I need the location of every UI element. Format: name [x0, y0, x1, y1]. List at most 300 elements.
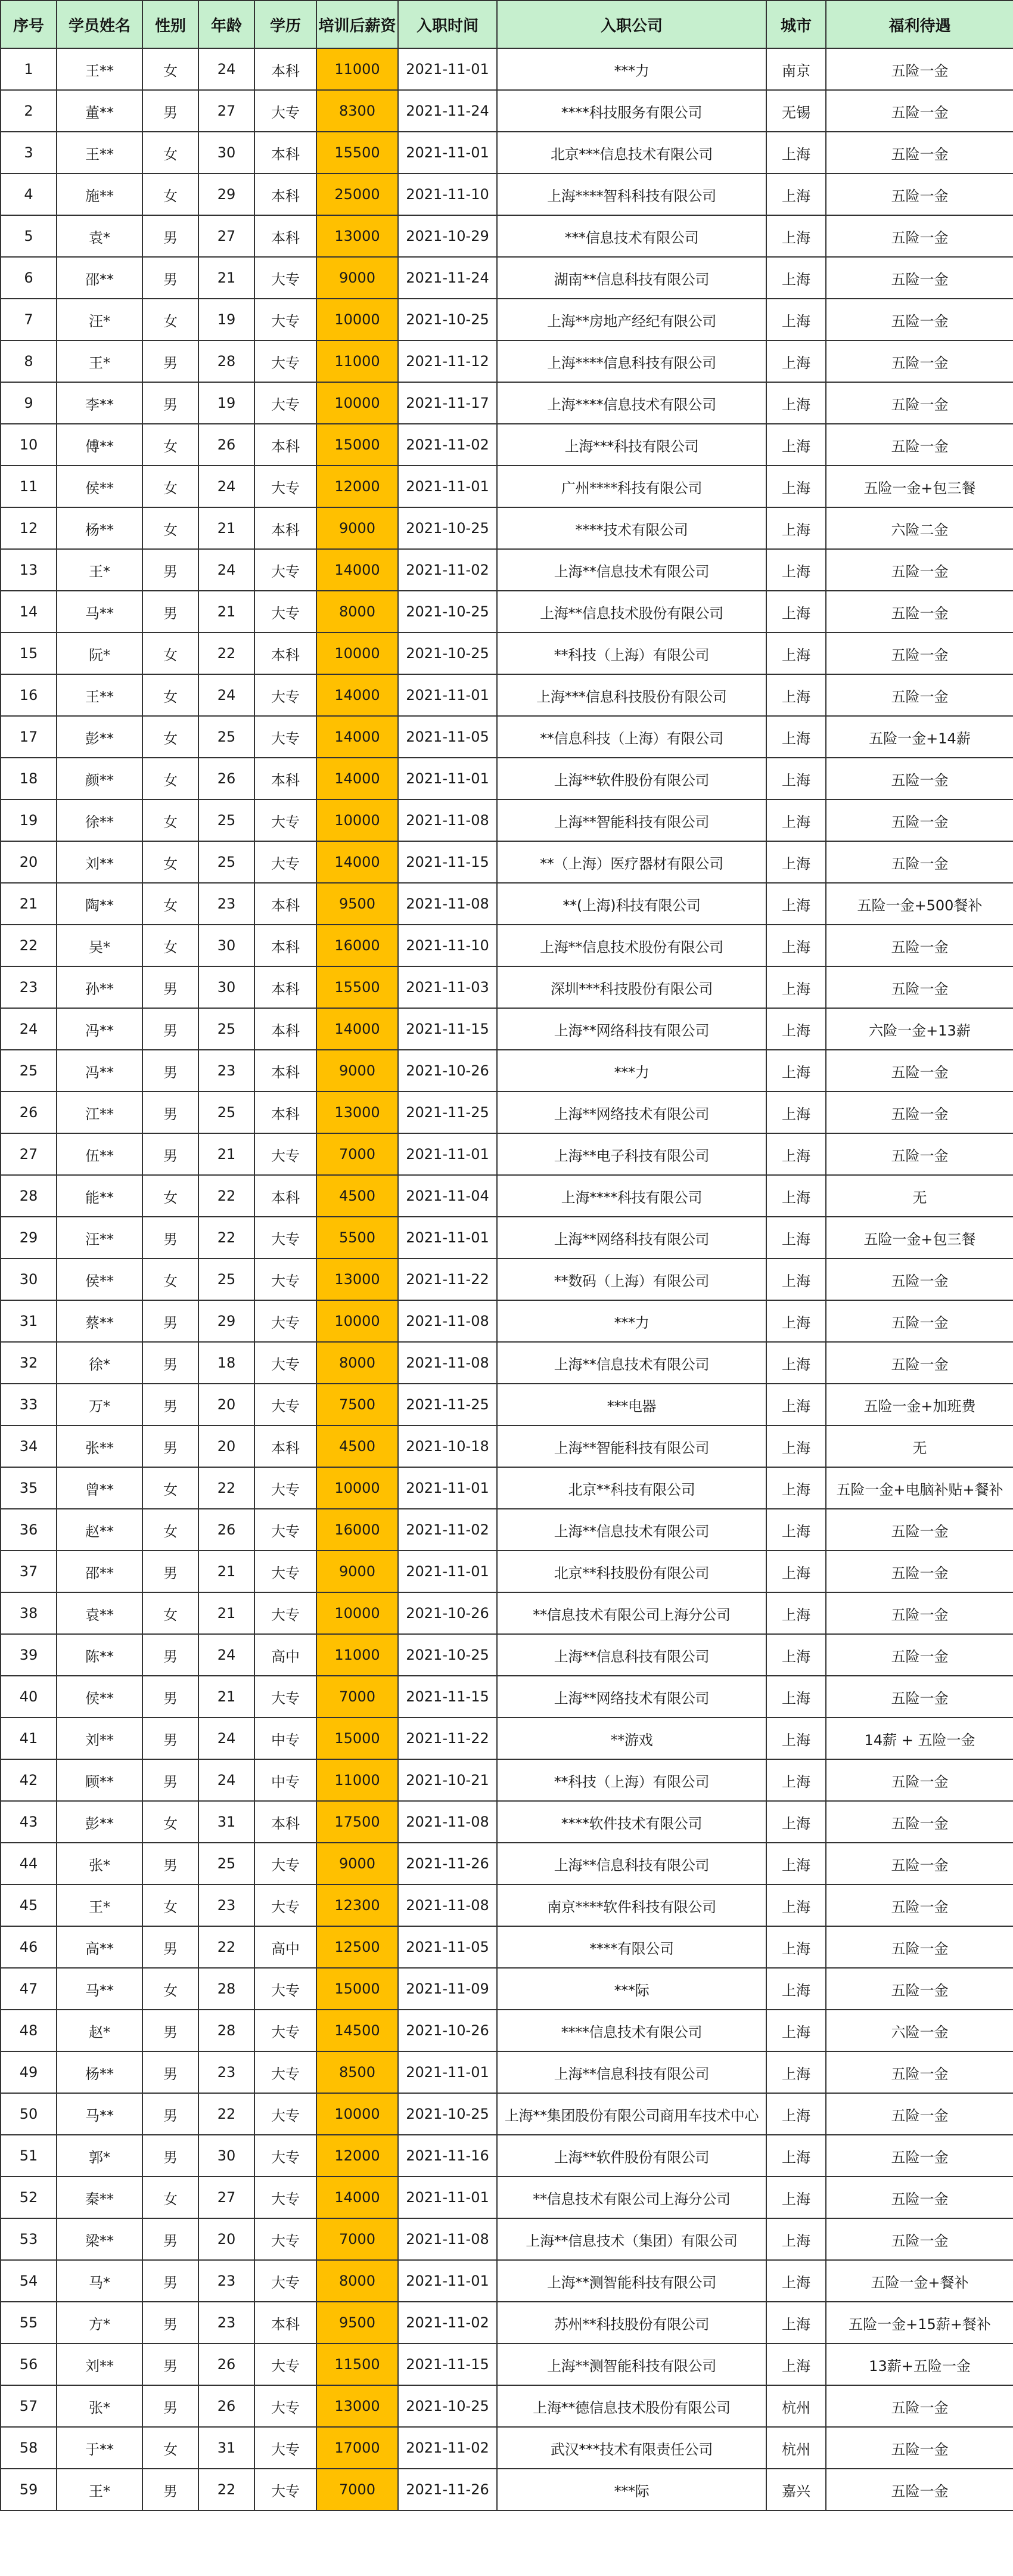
cell-benefits: 五险一金	[826, 799, 1013, 841]
cell-gender: 女	[142, 299, 198, 340]
header-gender: 性别	[142, 1, 198, 48]
cell-gender: 女	[142, 1592, 198, 1634]
table-row	[1, 340, 1013, 382]
cell-city: 上海	[766, 507, 826, 549]
cell-education: 大专	[254, 2385, 316, 2427]
cell-name: 王**	[57, 48, 142, 90]
cell-name: 彭**	[57, 716, 142, 758]
cell-hire-date: 2021-11-09	[398, 1968, 497, 2010]
cell-age: 26	[198, 1509, 254, 1551]
cell-salary: 11500	[316, 2343, 398, 2385]
cell-education: 大专	[254, 2260, 316, 2302]
cell-age: 26	[198, 2343, 254, 2385]
cell-name: 江**	[57, 1092, 142, 1133]
cell-benefits: 五险一金	[826, 132, 1013, 173]
header-company: 入职公司	[497, 1, 766, 48]
cell-age: 27	[198, 215, 254, 257]
cell-hire-date: 2021-10-25	[398, 633, 497, 674]
cell-city: 上海	[766, 2343, 826, 2385]
cell-company: **信息技术有限公司上海分公司	[497, 2177, 766, 2218]
cell-hire-date: 2021-10-25	[398, 591, 497, 633]
cell-salary: 13000	[316, 1258, 398, 1300]
cell-hire-date: 2021-11-01	[398, 758, 497, 799]
cell-education: 大专	[254, 299, 316, 340]
cell-company: 上海**测智能科技有限公司	[497, 2260, 766, 2302]
table-row	[1, 2218, 1013, 2260]
table-row	[1, 132, 1013, 173]
cell-benefits: 五险一金	[826, 173, 1013, 215]
cell-age: 21	[198, 1133, 254, 1175]
cell-name: 徐**	[57, 799, 142, 841]
cell-education: 大专	[254, 1258, 316, 1300]
header-city: 城市	[766, 1, 826, 48]
cell-hire-date: 2021-11-02	[398, 2302, 497, 2343]
table-row	[1, 1258, 1013, 1300]
cell-name: 陶**	[57, 883, 142, 925]
cell-gender: 男	[142, 966, 198, 1008]
cell-salary: 10000	[316, 382, 398, 424]
cell-benefits: 五险一金	[826, 382, 1013, 424]
cell-age: 20	[198, 2218, 254, 2260]
cell-company: **数码（上海）有限公司	[497, 1258, 766, 1300]
cell-index: 8	[1, 340, 57, 382]
cell-gender: 男	[142, 2302, 198, 2343]
cell-city: 上海	[766, 2093, 826, 2135]
cell-index: 33	[1, 1384, 57, 1425]
cell-index: 54	[1, 2260, 57, 2302]
cell-index: 20	[1, 841, 57, 883]
cell-education: 大专	[254, 2469, 316, 2510]
cell-company: 上海**智能科技有限公司	[497, 1425, 766, 1467]
cell-hire-date: 2021-10-25	[398, 299, 497, 340]
cell-benefits: 五险一金	[826, 2177, 1013, 2218]
cell-index: 24	[1, 1008, 57, 1050]
cell-age: 30	[198, 2135, 254, 2177]
cell-education: 高中	[254, 1634, 316, 1676]
cell-gender: 男	[142, 2469, 198, 2510]
cell-education: 中专	[254, 1759, 316, 1801]
cell-city: 上海	[766, 1092, 826, 1133]
cell-name: 阮*	[57, 633, 142, 674]
cell-benefits: 五险一金	[826, 1050, 1013, 1092]
cell-age: 26	[198, 424, 254, 466]
cell-company: 广州****科技有限公司	[497, 466, 766, 507]
cell-education: 大专	[254, 2051, 316, 2093]
cell-index: 59	[1, 2469, 57, 2510]
cell-hire-date: 2021-11-15	[398, 1676, 497, 1718]
table-row	[1, 841, 1013, 883]
cell-hire-date: 2021-11-08	[398, 1884, 497, 1926]
table-row	[1, 1968, 1013, 2010]
cell-index: 18	[1, 758, 57, 799]
cell-benefits: 五险一金	[826, 674, 1013, 716]
cell-gender: 男	[142, 90, 198, 132]
cell-city: 上海	[766, 257, 826, 299]
cell-city: 上海	[766, 1300, 826, 1342]
cell-company: 上海****科技有限公司	[497, 1175, 766, 1217]
cell-company: **科技（上海）有限公司	[497, 1759, 766, 1801]
cell-benefits: 五险一金	[826, 758, 1013, 799]
cell-company: 上海**信息科技有限公司	[497, 2051, 766, 2093]
cell-salary: 14000	[316, 758, 398, 799]
cell-company: **游戏	[497, 1718, 766, 1759]
cell-hire-date: 2021-11-17	[398, 382, 497, 424]
cell-salary: 10000	[316, 299, 398, 340]
cell-name: 郭*	[57, 2135, 142, 2177]
cell-age: 29	[198, 173, 254, 215]
cell-hire-date: 2021-11-25	[398, 1092, 497, 1133]
cell-salary: 17000	[316, 2427, 398, 2469]
cell-name: 万*	[57, 1384, 142, 1425]
cell-hire-date: 2021-11-08	[398, 799, 497, 841]
table-row	[1, 1008, 1013, 1050]
cell-city: 上海	[766, 1718, 826, 1759]
cell-age: 25	[198, 1258, 254, 1300]
cell-benefits: 五险一金	[826, 591, 1013, 633]
cell-age: 22	[198, 1467, 254, 1509]
cell-city: 上海	[766, 215, 826, 257]
cell-city: 上海	[766, 1467, 826, 1509]
cell-benefits: 五险一金	[826, 424, 1013, 466]
cell-city: 无锡	[766, 90, 826, 132]
table-row	[1, 2343, 1013, 2385]
cell-salary: 25000	[316, 173, 398, 215]
cell-hire-date: 2021-11-26	[398, 1843, 497, 1884]
cell-index: 36	[1, 1509, 57, 1551]
cell-age: 22	[198, 2093, 254, 2135]
cell-salary: 9000	[316, 1843, 398, 1884]
cell-company: ****有限公司	[497, 1926, 766, 1968]
cell-gender: 女	[142, 716, 198, 758]
cell-index: 42	[1, 1759, 57, 1801]
cell-company: 上海***科技有限公司	[497, 424, 766, 466]
cell-education: 本科	[254, 1175, 316, 1217]
cell-education: 本科	[254, 48, 316, 90]
cell-name: 马**	[57, 1968, 142, 2010]
cell-hire-date: 2021-11-12	[398, 340, 497, 382]
cell-name: 董**	[57, 90, 142, 132]
cell-benefits: 五险一金	[826, 299, 1013, 340]
cell-city: 上海	[766, 2260, 826, 2302]
cell-salary: 9000	[316, 507, 398, 549]
cell-age: 25	[198, 1092, 254, 1133]
cell-age: 23	[198, 2051, 254, 2093]
cell-education: 大专	[254, 257, 316, 299]
cell-name: 王*	[57, 549, 142, 591]
cell-hire-date: 2021-11-24	[398, 90, 497, 132]
cell-age: 27	[198, 2177, 254, 2218]
cell-city: 上海	[766, 2010, 826, 2051]
cell-education: 本科	[254, 1008, 316, 1050]
cell-age: 21	[198, 507, 254, 549]
cell-hire-date: 2021-11-08	[398, 2218, 497, 2260]
cell-age: 22	[198, 1217, 254, 1258]
cell-company: 湖南**信息科技有限公司	[497, 257, 766, 299]
cell-index: 15	[1, 633, 57, 674]
cell-city: 上海	[766, 2302, 826, 2343]
cell-hire-date: 2021-11-22	[398, 1258, 497, 1300]
cell-company: 上海**集团股份有限公司商用车技术中心	[497, 2093, 766, 2135]
cell-company: 上海**网络科技有限公司	[497, 1217, 766, 1258]
cell-gender: 女	[142, 1884, 198, 1926]
table-row	[1, 90, 1013, 132]
cell-city: 上海	[766, 340, 826, 382]
cell-index: 48	[1, 2010, 57, 2051]
cell-gender: 男	[142, 1008, 198, 1050]
cell-salary: 14000	[316, 2177, 398, 2218]
cell-gender: 女	[142, 1175, 198, 1217]
cell-benefits: 五险一金+15薪+餐补	[826, 2302, 1013, 2343]
cell-city: 上海	[766, 1968, 826, 2010]
cell-age: 22	[198, 633, 254, 674]
cell-hire-date: 2021-11-08	[398, 1300, 497, 1342]
cell-index: 39	[1, 1634, 57, 1676]
cell-index: 21	[1, 883, 57, 925]
cell-age: 26	[198, 2385, 254, 2427]
table-row	[1, 507, 1013, 549]
cell-gender: 男	[142, 2218, 198, 2260]
cell-benefits: 五险一金	[826, 1843, 1013, 1884]
cell-age: 25	[198, 1008, 254, 1050]
cell-benefits: 五险一金	[826, 1342, 1013, 1384]
cell-hire-date: 2021-10-25	[398, 2385, 497, 2427]
cell-city: 上海	[766, 633, 826, 674]
cell-hire-date: 2021-11-01	[398, 2051, 497, 2093]
cell-index: 46	[1, 1926, 57, 1968]
cell-company: ***电器	[497, 1384, 766, 1425]
header-age: 年龄	[198, 1, 254, 48]
cell-benefits: 五险一金	[826, 1634, 1013, 1676]
cell-name: 侯**	[57, 1258, 142, 1300]
cell-benefits: 五险一金	[826, 215, 1013, 257]
cell-salary: 12500	[316, 1926, 398, 1968]
cell-education: 大专	[254, 2093, 316, 2135]
cell-benefits: 五险一金	[826, 2469, 1013, 2510]
cell-company: ***信息技术有限公司	[497, 215, 766, 257]
cell-benefits: 五险一金	[826, 90, 1013, 132]
cell-gender: 女	[142, 674, 198, 716]
cell-city: 上海	[766, 2135, 826, 2177]
cell-index: 41	[1, 1718, 57, 1759]
cell-salary: 8300	[316, 90, 398, 132]
cell-city: 上海	[766, 1592, 826, 1634]
cell-benefits: 五险一金	[826, 1926, 1013, 1968]
cell-salary: 15500	[316, 132, 398, 173]
table-row	[1, 1634, 1013, 1676]
cell-name: 邵**	[57, 257, 142, 299]
cell-age: 26	[198, 758, 254, 799]
cell-benefits: 五险一金	[826, 2218, 1013, 2260]
cell-city: 南京	[766, 48, 826, 90]
cell-hire-date: 2021-11-04	[398, 1175, 497, 1217]
table-row	[1, 633, 1013, 674]
cell-hire-date: 2021-11-01	[398, 1551, 497, 1592]
cell-city: 上海	[766, 925, 826, 966]
table-row	[1, 674, 1013, 716]
table-row	[1, 883, 1013, 925]
cell-name: 施**	[57, 173, 142, 215]
cell-benefits: 五险一金	[826, 340, 1013, 382]
cell-gender: 男	[142, 1133, 198, 1175]
cell-name: 王**	[57, 674, 142, 716]
cell-education: 本科	[254, 633, 316, 674]
cell-salary: 15500	[316, 966, 398, 1008]
cell-gender: 男	[142, 340, 198, 382]
table-row	[1, 1551, 1013, 1592]
cell-benefits: 六险一金+13薪	[826, 1008, 1013, 1050]
cell-index: 19	[1, 799, 57, 841]
cell-salary: 12000	[316, 466, 398, 507]
cell-index: 7	[1, 299, 57, 340]
cell-gender: 女	[142, 758, 198, 799]
cell-salary: 9000	[316, 1050, 398, 1092]
cell-salary: 11000	[316, 340, 398, 382]
cell-company: ***际	[497, 2469, 766, 2510]
cell-name: 汪*	[57, 299, 142, 340]
cell-gender: 男	[142, 2093, 198, 2135]
cell-index: 28	[1, 1175, 57, 1217]
cell-age: 23	[198, 2260, 254, 2302]
table-row	[1, 173, 1013, 215]
cell-benefits: 五险一金+500餐补	[826, 883, 1013, 925]
cell-company: **（上海）医疗器材有限公司	[497, 841, 766, 883]
cell-salary: 7000	[316, 1676, 398, 1718]
table-row	[1, 549, 1013, 591]
cell-name: 袁*	[57, 215, 142, 257]
cell-benefits: 六险二金	[826, 507, 1013, 549]
cell-company: 深圳***科技股份有限公司	[497, 966, 766, 1008]
cell-salary: 14000	[316, 716, 398, 758]
cell-salary: 8500	[316, 2051, 398, 2093]
cell-city: 上海	[766, 1175, 826, 1217]
cell-index: 6	[1, 257, 57, 299]
cell-hire-date: 2021-11-01	[398, 132, 497, 173]
cell-education: 大专	[254, 2135, 316, 2177]
cell-name: 陈**	[57, 1634, 142, 1676]
cell-age: 22	[198, 1175, 254, 1217]
cell-benefits: 五险一金	[826, 925, 1013, 966]
cell-education: 本科	[254, 507, 316, 549]
cell-index: 31	[1, 1300, 57, 1342]
cell-index: 45	[1, 1884, 57, 1926]
cell-education: 大专	[254, 1551, 316, 1592]
cell-gender: 男	[142, 549, 198, 591]
cell-hire-date: 2021-10-26	[398, 2010, 497, 2051]
cell-company: 上海**德信息技术股份有限公司	[497, 2385, 766, 2427]
cell-salary: 12300	[316, 1884, 398, 1926]
cell-hire-date: 2021-11-01	[398, 1217, 497, 1258]
cell-city: 上海	[766, 1759, 826, 1801]
cell-company: 上海***信息科技股份有限公司	[497, 674, 766, 716]
cell-benefits: 五险一金	[826, 1759, 1013, 1801]
cell-benefits: 六险一金	[826, 2010, 1013, 2051]
cell-name: 吴*	[57, 925, 142, 966]
cell-hire-date: 2021-11-05	[398, 1926, 497, 1968]
cell-benefits: 五险一金	[826, 2135, 1013, 2177]
cell-gender: 男	[142, 1092, 198, 1133]
cell-education: 大专	[254, 382, 316, 424]
header-hire-date: 入职时间	[398, 1, 497, 48]
table-row	[1, 2385, 1013, 2427]
cell-gender: 女	[142, 1509, 198, 1551]
cell-name: 赵*	[57, 2010, 142, 2051]
cell-city: 上海	[766, 299, 826, 340]
cell-hire-date: 2021-11-10	[398, 925, 497, 966]
cell-salary: 14000	[316, 1008, 398, 1050]
cell-benefits: 五险一金	[826, 1968, 1013, 2010]
cell-education: 大专	[254, 1300, 316, 1342]
cell-hire-date: 2021-11-15	[398, 841, 497, 883]
cell-gender: 男	[142, 382, 198, 424]
cell-salary: 13000	[316, 215, 398, 257]
cell-salary: 11000	[316, 48, 398, 90]
cell-company: 北京**科技股份有限公司	[497, 1551, 766, 1592]
cell-company: 上海**信息技术（集团）有限公司	[497, 2218, 766, 2260]
cell-name: 邵**	[57, 1551, 142, 1592]
cell-benefits: 五险一金	[826, 966, 1013, 1008]
header-name: 学员姓名	[57, 1, 142, 48]
cell-city: 杭州	[766, 2427, 826, 2469]
cell-gender: 女	[142, 2427, 198, 2469]
cell-index: 27	[1, 1133, 57, 1175]
cell-company: 上海****信息技术有限公司	[497, 382, 766, 424]
cell-city: 上海	[766, 1133, 826, 1175]
cell-age: 28	[198, 2010, 254, 2051]
cell-city: 上海	[766, 2177, 826, 2218]
cell-education: 大专	[254, 1467, 316, 1509]
cell-name: 伍**	[57, 1133, 142, 1175]
cell-benefits: 无	[826, 1175, 1013, 1217]
cell-company: 上海**信息技术股份有限公司	[497, 591, 766, 633]
cell-name: 徐*	[57, 1342, 142, 1384]
cell-company: 上海**信息科技有限公司	[497, 1843, 766, 1884]
cell-index: 37	[1, 1551, 57, 1592]
cell-index: 55	[1, 2302, 57, 2343]
cell-name: 王**	[57, 132, 142, 173]
cell-gender: 男	[142, 1300, 198, 1342]
cell-index: 12	[1, 507, 57, 549]
cell-education: 大专	[254, 716, 316, 758]
cell-hire-date: 2021-11-22	[398, 1718, 497, 1759]
cell-hire-date: 2021-11-10	[398, 173, 497, 215]
cell-company: 上海**软件股份有限公司	[497, 2135, 766, 2177]
cell-hire-date: 2021-11-01	[398, 1467, 497, 1509]
cell-benefits: 五险一金	[826, 1300, 1013, 1342]
table-row	[1, 1759, 1013, 1801]
cell-gender: 男	[142, 1843, 198, 1884]
cell-gender: 男	[142, 1759, 198, 1801]
cell-salary: 9000	[316, 1551, 398, 1592]
cell-education: 大专	[254, 1509, 316, 1551]
cell-salary: 13000	[316, 1092, 398, 1133]
cell-age: 28	[198, 1968, 254, 2010]
cell-name: 张**	[57, 1425, 142, 1467]
cell-salary: 7500	[316, 1384, 398, 1425]
cell-salary: 8000	[316, 591, 398, 633]
cell-hire-date: 2021-11-02	[398, 549, 497, 591]
cell-name: 马*	[57, 2260, 142, 2302]
cell-hire-date: 2021-11-05	[398, 716, 497, 758]
cell-index: 4	[1, 173, 57, 215]
table-row	[1, 925, 1013, 966]
table-row	[1, 1342, 1013, 1384]
cell-education: 本科	[254, 1425, 316, 1467]
cell-index: 32	[1, 1342, 57, 1384]
cell-age: 23	[198, 1050, 254, 1092]
cell-index: 52	[1, 2177, 57, 2218]
cell-index: 23	[1, 966, 57, 1008]
cell-benefits: 五险一金	[826, 841, 1013, 883]
